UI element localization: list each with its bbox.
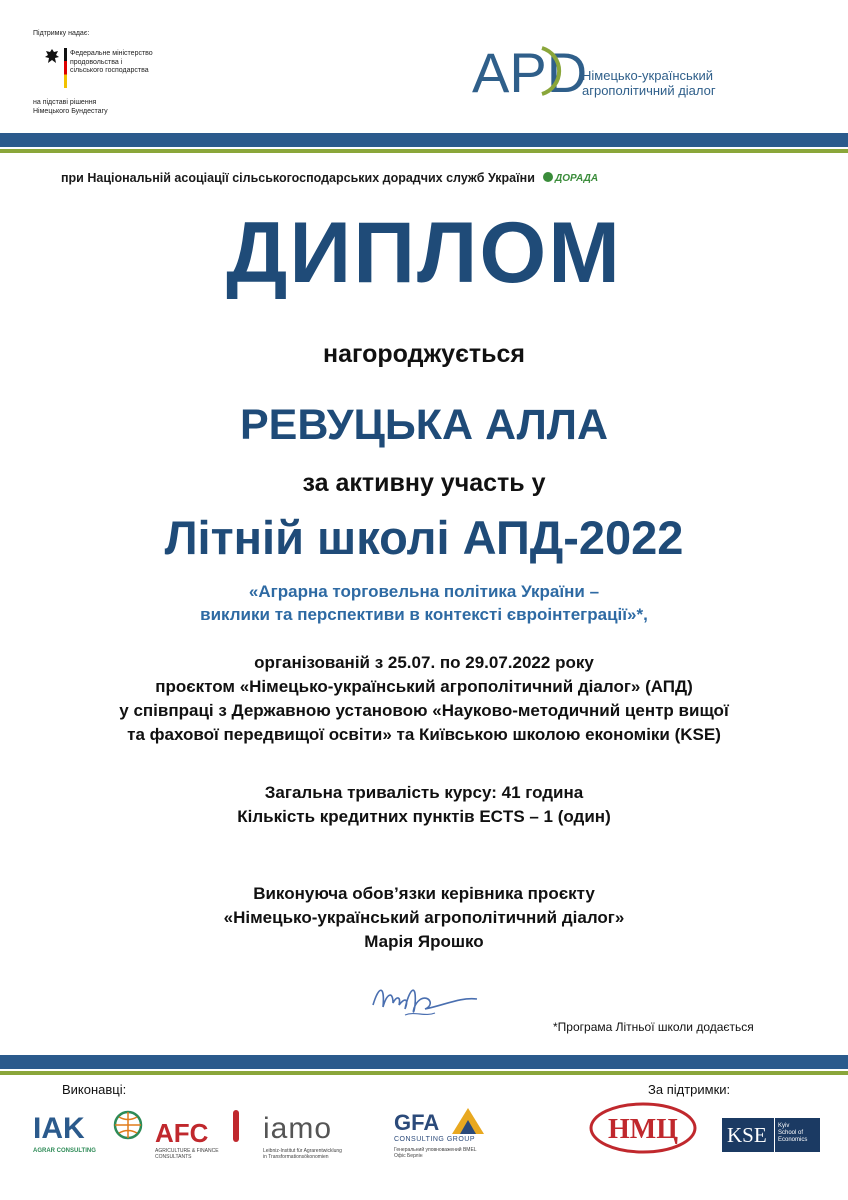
iamo-logo: iamo Leibniz-Institut für Agrarentwicklung in Transformationsökonomien bbox=[263, 1112, 342, 1160]
performers-label: Виконавці: bbox=[62, 1082, 127, 1097]
course-info: Загальна тривалість курсу: 41 година Кількість кредитних пунктів ECTS – 1 (один) bbox=[237, 783, 611, 826]
support-footer-label: За підтримки: bbox=[648, 1082, 731, 1097]
svg-text:APD: APD bbox=[472, 41, 588, 104]
participation-text: за активну участь у bbox=[302, 469, 546, 497]
german-flag-icon bbox=[64, 48, 67, 88]
signature bbox=[365, 975, 485, 1025]
apd-name: Німецько-український агрополітичний діалог bbox=[582, 68, 716, 98]
apd-logo bbox=[470, 40, 588, 104]
dorada-logo bbox=[542, 170, 604, 187]
iak-logo: IAK AGRAR CONSULTING bbox=[33, 1108, 145, 1158]
recipient-name: РЕВУЦЬКА АЛЛА bbox=[239, 401, 609, 449]
bottom-band-blue bbox=[0, 1055, 848, 1069]
footnote: *Програма Літньої школи додається bbox=[553, 1020, 754, 1034]
svg-text:ДОРАДА: ДОРАДА bbox=[555, 173, 599, 184]
association-line: при Національній асоціації сільськогосподарських дорадчих служб України ДОРАДА bbox=[61, 170, 604, 187]
topic: «Аграрна торговельна політика України – виклики та перспективи в контексті євроінтеграції»*, bbox=[200, 582, 648, 624]
afc-logo: AFC AGRICULTURE & FINANCE CONSULTANTS bbox=[155, 1108, 245, 1158]
top-band-green bbox=[0, 149, 848, 153]
support-label: Підтримку надає: bbox=[33, 30, 90, 37]
globe-icon bbox=[113, 1110, 143, 1140]
bottom-band-green bbox=[0, 1071, 848, 1075]
top-band-blue bbox=[0, 133, 848, 147]
school-name: Літній школі АПД-2022 bbox=[164, 511, 684, 564]
signatory: Виконуюча обов’язки керівника проєкту «Німецько-український агрополітичний діалог» Марія Ярошко bbox=[223, 884, 625, 951]
awarded-text: нагороджується bbox=[323, 340, 525, 368]
gfa-logo: GFA CONSULTING GROUP Генеральний уповноважений BMEL Офіс Берлін bbox=[394, 1106, 504, 1162]
diploma-title: ДИПЛОМ bbox=[226, 205, 622, 301]
organized-info: організованій з 25.07. по 29.07.2022 року проєктом «Німецько-український агрополітичний діалог» (АПД) у співпраці з Державною установою «Науково-методичний центр вищої та фахової передвищої освіти» та Київською школою економіки (KSE) bbox=[119, 653, 729, 744]
kse-logo: KSE Kyiv School of Economics bbox=[722, 1118, 820, 1152]
ministry-name: Федеральне міністерство продовольства і сільського господарства bbox=[70, 50, 153, 74]
eagle-icon bbox=[44, 48, 60, 66]
triangle-icon bbox=[450, 1106, 486, 1136]
bundestag-decision: на підставі рішення Німецького Бундестагу bbox=[33, 99, 108, 115]
svg-text:НМЦ: НМЦ bbox=[608, 1114, 678, 1145]
nmc-logo bbox=[587, 1100, 699, 1156]
